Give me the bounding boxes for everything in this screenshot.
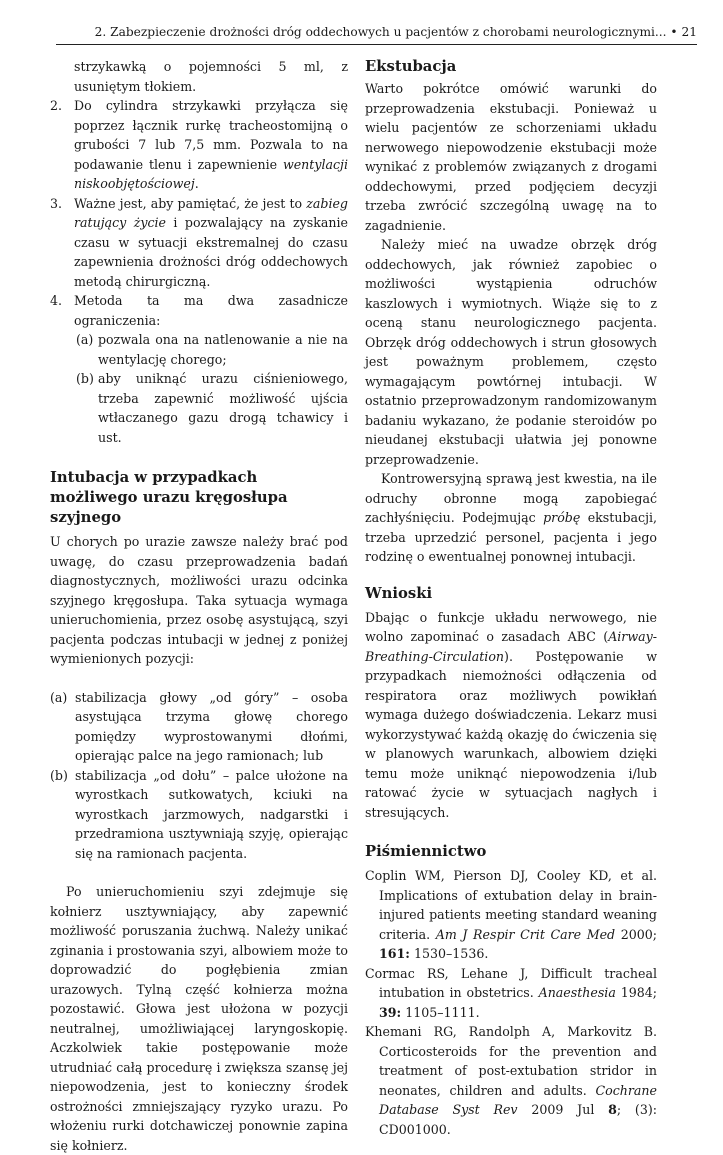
list-item: 4. Metoda ta ma dwa zasadnicze ograniczenia:	[50, 293, 348, 328]
section-heading: Piśmiennictwo	[365, 843, 487, 860]
list-item: strzykawką o pojemności 5 ml, z usuniętym tłokiem.	[74, 59, 348, 94]
position-list	[50, 688, 348, 864]
position-item: (a) stabilizacja głowy „od góry” – osoba asystująca trzyma głowę chorego pomiędzy wyprostowanymi dłońmi, opierając palce na jego ramionach; lub	[50, 689, 348, 763]
sub-list-item: (a) pozwala ona na natlenowanie a nie na wentylację chorego;	[76, 332, 348, 367]
section-heading: Ekstubacja	[365, 58, 457, 75]
reference-item: Coplin WM, Pierson DJ, Cooley KD, et al. Implications of extubation delay in brain-injured patients meeting standard weaning criteria. Am J Respir Crit Care Med 2000; 161: 1530–1536.	[365, 868, 657, 961]
section-heading: Wnioski	[365, 584, 433, 602]
running-header	[56, 22, 697, 45]
sub-list	[50, 330, 348, 447]
reference-list	[365, 866, 657, 1139]
section-heading: Intubacja w przypadkach możliwego urazu kręgosłupa szyjnego	[50, 469, 288, 526]
paragraph: Warto pokrótce omówić warunki do przeprowadzenia ekstubacji. Ponieważ u wielu pacjentów ze schorzeniami układu nerwowego niepowodzenie ekstubacji może wynikać z problemów związanych z drogami oddechowymi, przed podjęciem decyzji trzeba zwrócić szczególną uwagę na to zagadnienie.	[365, 81, 657, 233]
sub-list-item: (b) aby uniknąć urazu ciśnieniowego, trzeba zapewnić możliwość ujścia wtłaczanego gazu drogą tchawicy i ust.	[76, 371, 348, 445]
reference-item: Khemani RG, Randolph A, Markovitz B. Corticosteroids for the prevention and treatment of post-extubation stridor in neonates, children and adults. Cochrane Database Syst Rev 2009 Jul 8; (3): CD001000.	[365, 1024, 657, 1137]
position-item: (b) stabilizacja „od dołu” – palce ułożone na wyrostkach sutkowatych, kciuki na wyrostkach jarzmowych, nadgarstki i przedramiona usztywniają szyję, opierając się na ramionach pacjenta.	[50, 767, 348, 861]
paragraph: Kontrowersyjną sprawą jest kwestia, na ile odruchy obronne mogą zapobiegać zachłyśnięciu. Podejmując próbę ekstubacji, trzeba uprzedzić personel, pacjenta i jego rodzinę o ewentualnej ponownej intubacji.	[365, 471, 658, 564]
list-number: 2.	[50, 98, 63, 113]
reference-item: Cormac RS, Lehane J, Difficult tracheal intubation in obstetrics. Anaesthesia 1984; 39: 1105–1111.	[365, 965, 657, 1020]
list-number: 3.	[50, 195, 63, 211]
paragraph: Dbając o funkcje układu nerwowego, nie wolno zapominać o zasadach ABC (Airway-Breathing-Circulation). Postępowanie w przypadkach niemożności odłączenia od respiratora oraz możliwych powikłań wymaga dużego doświadczenia. Lekarz musi wykorzystywać każdą okazję do ćwiczenia się w planowych warunkach, albowiem dzięki temu może uniknąć niepowodzenia i/lub ratować życie w sytuacjach nagłych i stresujących.	[365, 609, 657, 820]
left-column	[50, 57, 348, 1155]
paragraph: Po unieruchomieniu szyi zdejmuje się kołnierz usztywniający, aby zapewnić możliwość poruszania żuchwą. Należy unikać zginania i prostowania szyi, albowiem może to doprowadzić do pogłębienia zmian urazowych. Tylną część kołnierza można pozostawić. Głowa jest ułożona w pozycji neutralnej, umożliwiającej laryngoskopię. Aczkolwiek takie postępowanie może utrudniać całą procedurę i zwiększa szansę jej niepowodzenia, jest to konieczny środek ostrożności zmniejszający ryzyko urazu. Po włożeniu rurki dotchawiczej ponownie zapina się kołnierz.	[50, 884, 348, 1153]
running-title: 2. Zabezpieczenie drożności dróg oddechowych u pacjentów z chorobami neurologicznymi... • 21	[94, 25, 697, 39]
paragraph: Należy mieć na uwadze obrzęk dróg oddechowych, jak również zapobiec o możliwości wystąpienia odruchów kaszlowych i wymiotnych. Wiąże się to z oceną stanu neurologicznego pacjenta. Obrzęk dróg oddechowych i strun głosowych jest poważnym problemem, często wymagającym powtórnej intubacji. W ostatnio przeprowadzonym randomizowanym badaniu wykazano, że podanie steroidów po nieudanej ekstubacji ułatwia jej ponowne przeprowadzenie.	[365, 237, 657, 467]
numbered-list	[50, 57, 348, 330]
paragraph: U chorych po urazie zawsze należy brać pod uwagę, do czasu przeprowadzenia badań diagnostycznych, możliwości urazu odcinka szyjnego kręgosłupa. Taka sytuacja wymaga unieruchomienia, przez osobę asystującą, szyi pacjenta podczas intubacji w jednej z poniżej wymienionych pozycji:	[50, 534, 348, 666]
list-number: 4.	[50, 293, 63, 308]
list-item: 2. Do cylindra strzykawki przyłącza się poprzez łącznik rurkę tracheostomijną o grubości 7 lub 7,5 mm. Pozwala to na podawanie tlenu i zapewnienie wentylacji niskoobjętościowej.	[50, 98, 348, 191]
list-item: 3. Ważne jest, aby pamiętać, że jest to zabieg ratujący życie i pozwalający na zyskanie czasu w sytuacji ekstremalnej do czasu zapewnienia drożności dróg oddechowych metodą chirurgiczną.	[50, 195, 348, 289]
right-column	[365, 57, 657, 1139]
